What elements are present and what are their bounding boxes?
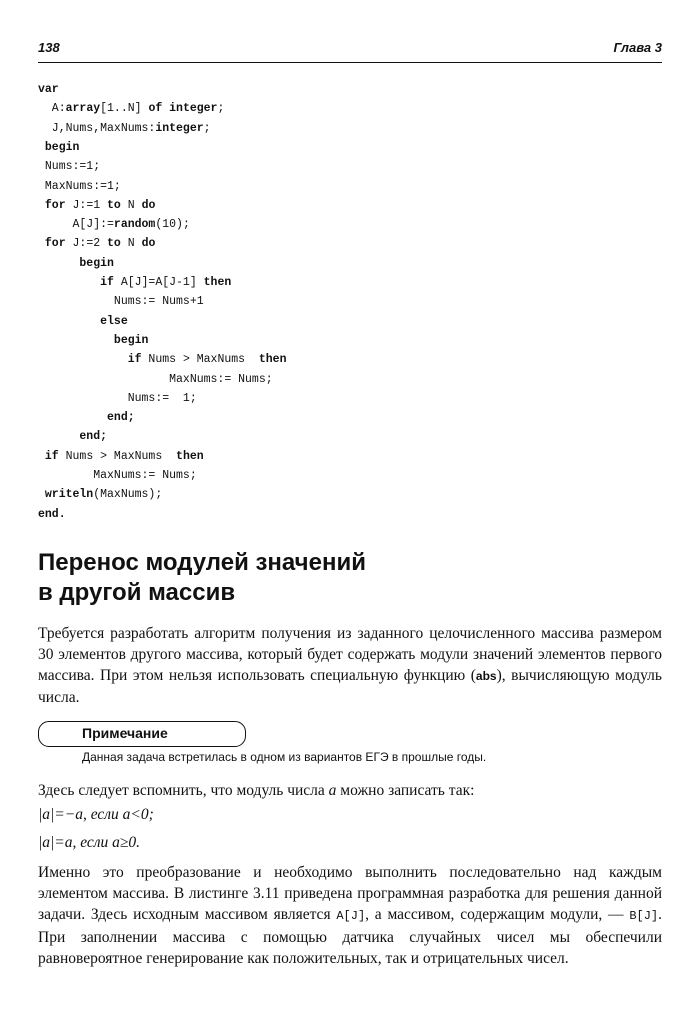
code-text: J,Nums,MaxNums:	[38, 121, 156, 135]
note-title: Примечание	[82, 725, 168, 741]
code-text: Nums > MaxNums	[58, 449, 177, 463]
code-text: (MaxNums);	[93, 488, 163, 502]
code-text: ;	[217, 102, 225, 116]
formula-positive: |a|=a, если a≥0.	[38, 834, 141, 851]
code-line	[38, 292, 204, 311]
section-title-line-1: Перенос модулей значений	[38, 549, 366, 576]
modulus-intro-text-a: Здесь следует вспомнить, что модуль числа	[38, 782, 329, 799]
code-text: Nums:= 1;	[38, 391, 197, 405]
abs-function-name: abs	[475, 669, 497, 683]
code-line	[38, 138, 79, 157]
code-line	[38, 177, 121, 196]
code-keyword: writeln	[38, 488, 94, 502]
code-line	[38, 466, 197, 485]
code-line	[38, 234, 155, 253]
code-text: A[J]=A[J-1]	[113, 276, 204, 289]
code-keyword: else	[38, 314, 128, 328]
explanation-text-c: . При заполнении массива с помощью датчика случайных чисел мы обеспечили равновероятное генерирование как положительных, так и отрицательных чисел.	[38, 906, 662, 967]
code-text: MaxNums:= Nums;	[38, 372, 273, 386]
code-text: MaxNums:= Nums;	[38, 469, 197, 482]
code-text: N	[120, 237, 142, 251]
code-text: A:	[38, 102, 66, 116]
code-keyword: var	[38, 83, 59, 96]
code-line	[38, 350, 286, 369]
array-a-ref: A[J]	[336, 909, 366, 923]
array-b-ref: B[J]	[629, 909, 659, 923]
code-keyword: do	[141, 198, 156, 212]
page-number: 138	[38, 40, 60, 55]
code-text: MaxNums:=1;	[38, 179, 121, 193]
code-keyword: to	[107, 237, 121, 251]
code-text: N	[120, 198, 142, 212]
code-keyword: begin	[38, 256, 114, 270]
code-keyword: do	[141, 237, 156, 251]
code-keyword: to	[107, 198, 121, 212]
paragraph-modulus-intro	[38, 780, 662, 801]
explanation-text-b: , а массивом, содержащим модули, —	[365, 906, 630, 923]
chapter-label: Глава 3	[613, 40, 662, 55]
code-keyword: end;	[38, 430, 108, 444]
code-keyword: end.	[38, 507, 66, 521]
code-keyword: integer	[155, 121, 204, 135]
code-text: ;	[203, 121, 211, 135]
code-keyword: begin	[38, 333, 149, 347]
variable-a: a	[328, 782, 337, 799]
page-header	[38, 40, 662, 63]
code-text: Nums > MaxNums	[141, 353, 259, 367]
code-keyword: if	[38, 449, 59, 463]
code-keyword: if	[38, 276, 114, 289]
code-keyword: of integer	[148, 102, 218, 116]
code-line	[38, 312, 128, 331]
code-keyword: for	[38, 198, 66, 212]
code-keyword: random	[113, 218, 156, 232]
code-line	[38, 196, 155, 215]
code-text: A[J]:=	[38, 218, 114, 232]
code-line	[38, 119, 211, 138]
paragraph-task	[38, 623, 662, 708]
formula-negative: |a|=−a, если a<0;	[38, 806, 154, 823]
code-line	[38, 389, 197, 408]
code-line	[38, 447, 204, 466]
code-keyword: end;	[38, 411, 135, 425]
code-keyword: array	[65, 102, 101, 116]
code-line	[38, 331, 148, 350]
paragraph-task-text-a: Требуется разработать алгоритм получения из заданного целочисленного массива размером 30 элементов другого массива, который будет содержать модули значений элементов первого массива. При этом нельзя использовать специальную функцию (	[38, 625, 662, 684]
code-text: Nums:=1;	[38, 160, 101, 174]
code-line	[38, 254, 114, 273]
code-line	[38, 408, 135, 427]
code-text: J:=2	[65, 237, 108, 251]
code-text: J:=1	[65, 198, 108, 212]
code-keyword: if	[38, 353, 142, 367]
code-line	[38, 505, 66, 524]
modulus-intro-text-b: можно записать так:	[336, 782, 475, 799]
code-line	[38, 80, 59, 99]
code-line	[38, 215, 190, 234]
paragraph-explanation	[38, 862, 662, 969]
code-line	[38, 370, 273, 389]
code-keyword: then	[176, 449, 204, 463]
section-title-line-2: в другой массив	[38, 579, 236, 606]
note-text: Данная задача встретилась в одном из вариантов ЕГЭ в прошлые годы.	[82, 750, 487, 764]
code-line	[38, 427, 107, 446]
code-text: (10);	[155, 218, 190, 232]
code-text: [1..N]	[100, 102, 149, 116]
code-keyword: for	[38, 237, 66, 251]
code-line	[38, 273, 231, 292]
code-text: Nums:= Nums+1	[38, 295, 204, 309]
code-line	[38, 157, 100, 176]
explanation-text-a: Именно это преобразование и необходимо выполнить последовательно над каждым элементом массива. В листинге 3.11 приведена программная разработка для решения данной задачи. Здесь исходным массивом является	[38, 864, 662, 923]
code-line	[38, 485, 162, 504]
code-keyword: begin	[38, 140, 80, 154]
paragraph-task-text-b: ), вычисляющую модуль числа.	[38, 667, 662, 706]
code-keyword: then	[203, 276, 232, 289]
code-line	[38, 99, 224, 118]
code-keyword: then	[258, 353, 287, 367]
section-title	[38, 548, 658, 608]
